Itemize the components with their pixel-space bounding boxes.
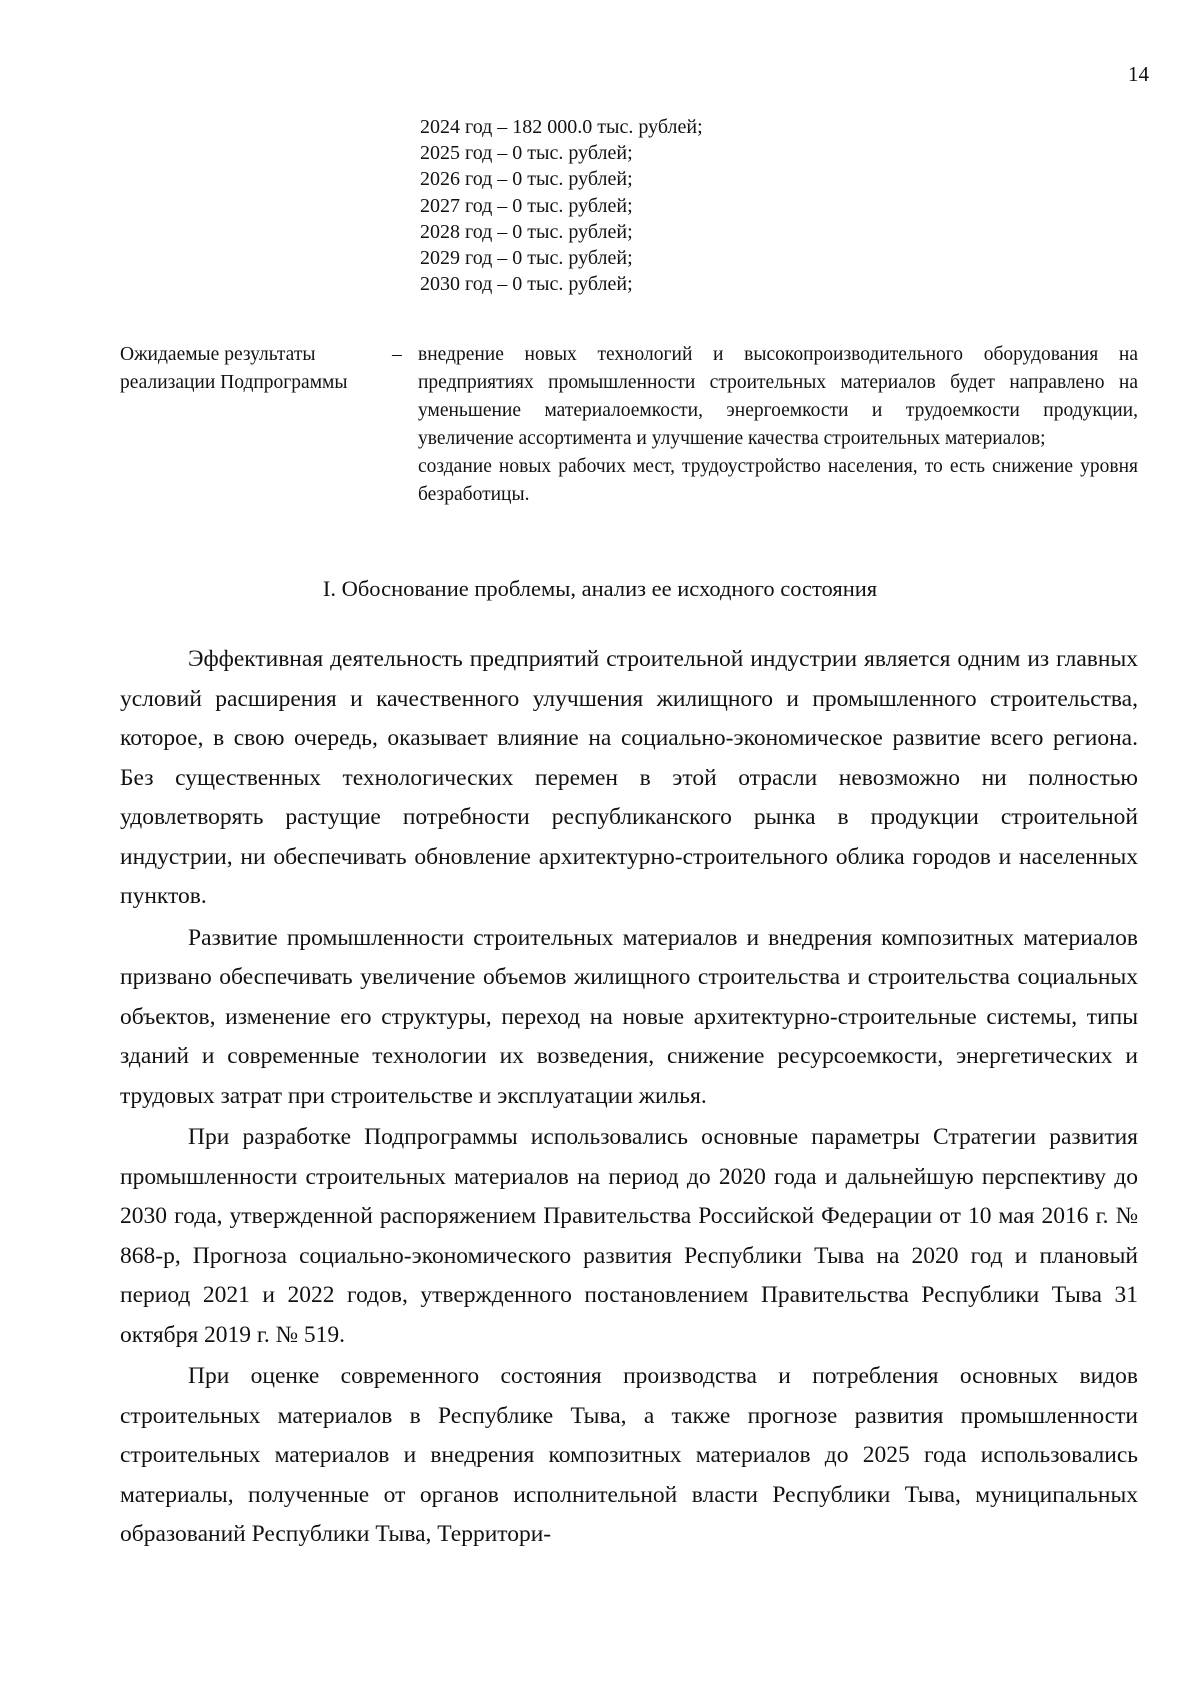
paragraph: При оценке современного состояния производства и потребления основных видов строительных материалов в Республике Тыва, а также прогнозе развития промышленности строительных материалов и внедрения композитных материалов до 2025 года использовались материалы, полученные от органов исполнительной власти Республики Тыва, муниципальных образований Республики Тыва, Территори-	[120, 1363, 1138, 1547]
funding-line: 2027 год – 0 тыс. рублей;	[420, 194, 633, 217]
paragraph: Развитие промышленности строительных материалов и внедрения композитных материалов призвано обеспечивать увеличение объемов жилищного строительства и строительства социальных объектов, изменение его структуры, переход на новые архитектурно-строительные системы, типы зданий и современные технологии их возведения, снижение ресурсоемкости, энергетических и трудовых затрат при строительстве и эксплуатации жилья.	[120, 924, 1138, 1109]
funding-schedule	[420, 114, 703, 297]
expected-results-label: Ожидаемые результаты реализации Подпрограммы	[120, 344, 348, 393]
funding-line: 2026 год – 0 тыс. рублей;	[420, 168, 633, 191]
paragraph: Эффективная деятельность предприятий строительной индустрии является одним из главных условий расширения и качественного улучшения жилищного и промышленного строительства, которое, в свою очередь, оказывает влияние на социально-экономическое развитие всего региона. Без существенных технологических перемен в этой отрасли невозможно ни полностью удовлетворять растущие потребности республиканского рынка в продукции строительной индустрии, ни обеспечивать обновление архитектурно-строительного облика городов и населенных пунктов.	[120, 646, 1138, 909]
result-item: внедрение новых технологий и высокопроизводительного оборудования на предприятиях промышленности строительных материалов будет направлено на уменьшение материалоемкости, энергоемкости и трудоемкости продукции, увеличение ассортимента и улучшение качества строительных материалов;	[418, 344, 1138, 449]
body-text	[120, 640, 1138, 1557]
result-item: создание новых рабочих мест, трудоустройство населения, то есть снижение уровня безработицы.	[418, 456, 1138, 505]
funding-line: 2028 год – 0 тыс. рублей;	[420, 220, 633, 243]
funding-line: 2029 год – 0 тыс. рублей;	[420, 247, 633, 270]
expected-results-text	[418, 341, 1138, 509]
section-heading: I. Обоснование проблемы, анализ ее исходного состояния	[322, 576, 878, 601]
funding-line: 2025 год – 0 тыс. рублей;	[420, 142, 633, 165]
results-dash: –	[392, 344, 402, 365]
funding-line: 2030 год – 0 тыс. рублей;	[420, 273, 633, 296]
paragraph: При разработке Подпрограммы использовались основные параметры Стратегии развития промышленности строительных материалов на период до 2020 года и дальнейшую перспективу до 2030 года, утвержденной распоряжением Правительства Российской Федерации от 10 мая 2016 г. № 868-р, Прогноза социально-экономического развития Республики Тыва на 2020 год и плановый период 2021 и 2022 годов, утвержденного постановлением Правительства Республики Тыва 31 октября 2019 г. № 519.	[120, 1124, 1138, 1348]
funding-line: 2024 год – 182 000.0 тыс. рублей;	[420, 116, 703, 138]
page-number: 14	[1128, 62, 1149, 86]
